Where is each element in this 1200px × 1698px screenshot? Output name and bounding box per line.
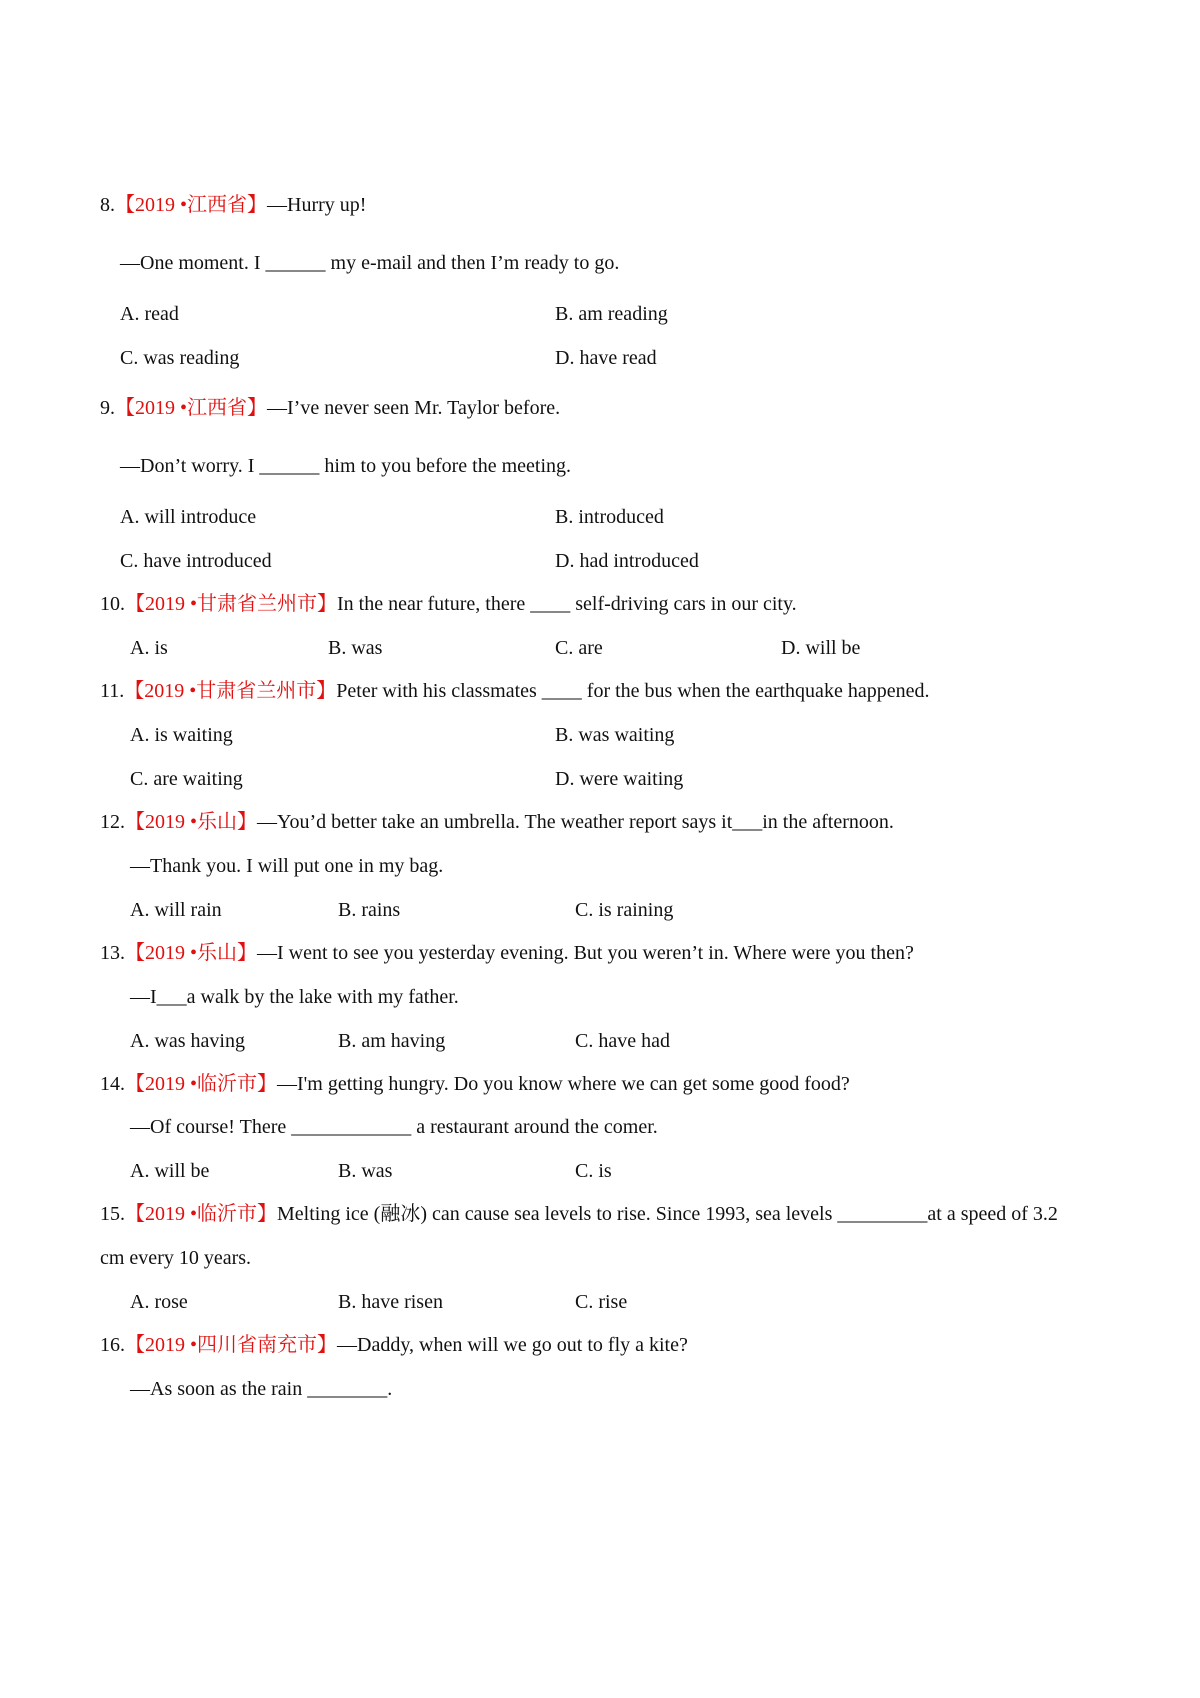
option-c: C. are waiting [130, 768, 243, 790]
question-8 [100, 193, 366, 217]
question-10 [100, 592, 797, 616]
dialogue-line: —Thank you. I will put one in my bag. [130, 855, 444, 877]
option-d: D. will be [781, 637, 861, 659]
question-source: 【2019 •四川省南充市】 [125, 1334, 338, 1356]
question-number: 16. [100, 1334, 125, 1356]
question-number: 10. [100, 593, 125, 615]
option-b: B. introduced [555, 506, 664, 528]
question-stem: —I’ve never seen Mr. Taylor before. [267, 397, 561, 419]
question-stem: —Hurry up! [267, 194, 367, 216]
question-stem: Melting ice (融冰) can cause sea levels to rise. Since 1993, sea levels _________at a speed of 3.2 [277, 1203, 1058, 1225]
question-source: 【2019 •江西省】 [115, 194, 268, 216]
option-c: C. rise [575, 1291, 628, 1313]
option-a: A. will be [130, 1160, 210, 1182]
dialogue-line: —I___a walk by the lake with my father. [130, 986, 459, 1008]
question-number: 11. [100, 680, 125, 702]
question-source: 【2019 •乐山】 [125, 811, 258, 833]
question-source: 【2019 •乐山】 [125, 942, 258, 964]
option-c: C. have introduced [120, 550, 272, 572]
option-c: C. was reading [120, 347, 240, 369]
option-c: C. have had [575, 1030, 670, 1052]
question-stem: —Daddy, when will we go out to fly a kite? [337, 1334, 688, 1356]
question-number: 14. [100, 1073, 125, 1095]
option-b: B. am having [338, 1030, 446, 1052]
dialogue-line: —One moment. I ______ my e-mail and then I’m ready to go. [120, 252, 620, 274]
question-number: 9. [100, 397, 115, 419]
question-14 [100, 1072, 850, 1096]
dialogue-line: —Don’t worry. I ______ him to you before the meeting. [120, 455, 572, 477]
question-source: 【2019 •临沂市】 [125, 1203, 278, 1225]
option-b: B. was [328, 637, 383, 659]
option-b: B. was [338, 1160, 393, 1182]
option-b: B. was waiting [555, 724, 675, 746]
option-b: B. have risen [338, 1291, 443, 1313]
option-a: A. read [120, 303, 179, 325]
option-a: A. will rain [130, 899, 222, 921]
option-c: C. is [575, 1160, 612, 1182]
question-9 [100, 396, 560, 420]
question-12 [100, 810, 894, 834]
question-stem: —I'm getting hungry. Do you know where we can get some good food? [277, 1073, 850, 1095]
dialogue-line: —As soon as the rain ________. [130, 1378, 393, 1400]
option-a: A. is [130, 637, 168, 659]
option-b: B. rains [338, 899, 401, 921]
option-a: A. is waiting [130, 724, 233, 746]
option-d: D. had introduced [555, 550, 699, 572]
question-number: 8. [100, 194, 115, 216]
question-16 [100, 1333, 688, 1357]
option-d: D. have read [555, 347, 657, 369]
question-13 [100, 941, 914, 965]
question-number: 15. [100, 1203, 125, 1225]
question-source: 【2019 •临沂市】 [125, 1073, 278, 1095]
question-stem: —You’d better take an umbrella. The weather report says it___in the afternoon. [257, 811, 894, 833]
question-15 [100, 1202, 1058, 1226]
question-number: 12. [100, 811, 125, 833]
option-b: B. am reading [555, 303, 668, 325]
question-number: 13. [100, 942, 125, 964]
question-source: 【2019 •江西省】 [115, 397, 268, 419]
option-d: D. were waiting [555, 768, 684, 790]
option-a: A. was having [130, 1030, 245, 1052]
dialogue-line: —Of course! There ____________ a restaurant around the comer. [130, 1116, 658, 1138]
question-stem: Peter with his classmates ____ for the bus when the earthquake happened. [336, 680, 930, 702]
option-a: A. will introduce [120, 506, 257, 528]
option-c: C. are [555, 637, 603, 659]
question-source: 【2019 •甘肃省兰州市】 [125, 593, 338, 615]
question-stem: In the near future, there ____ self-driving cars in our city. [337, 593, 797, 615]
question-stem-continued: cm every 10 years. [100, 1247, 252, 1269]
question-source: 【2019 •甘肃省兰州市】 [124, 680, 337, 702]
question-stem: —I went to see you yesterday evening. But you weren’t in. Where were you then? [257, 942, 914, 964]
option-a: A. rose [130, 1291, 188, 1313]
option-c: C. is raining [575, 899, 674, 921]
question-11 [100, 679, 929, 703]
